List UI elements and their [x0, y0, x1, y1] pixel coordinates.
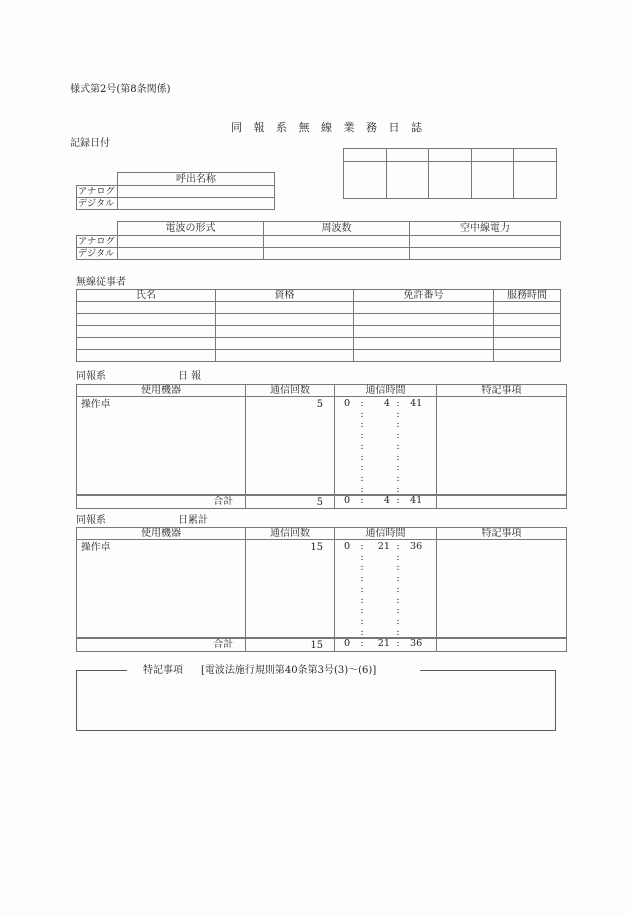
cumulative-total-time-line: 0 : 21 : 36	[343, 638, 423, 650]
format-digital-emission	[118, 248, 264, 260]
operator-empty-row	[77, 302, 561, 314]
daily-header-notes: 特記事項	[437, 385, 567, 397]
daily-header-time: 通信時間	[335, 385, 437, 397]
time-placeholder-line: : :	[360, 583, 400, 595]
format-digital-frequency	[264, 248, 410, 260]
daily-body-row	[77, 397, 567, 496]
cumulative-period-label: 日累計	[178, 515, 208, 526]
time-placeholder-line: : :	[360, 594, 400, 606]
cumulative-header-row	[77, 528, 567, 540]
daily-count: 5	[246, 397, 335, 496]
cumulative-time-line: 0 : 21 : 36	[343, 541, 423, 552]
cumulative-total-table	[76, 637, 567, 652]
cumulative-time-cell	[335, 540, 437, 639]
time-placeholder-line: : :	[360, 462, 400, 474]
daily-total-count: 5	[246, 495, 335, 509]
operators-table	[76, 289, 561, 362]
callsign-digital-value	[118, 198, 275, 210]
date-value-row	[344, 162, 557, 199]
cumulative-equipment: 操作卓	[77, 540, 246, 639]
format-header-frequency: 周波数	[264, 222, 410, 236]
time-placeholder-line: : :	[360, 472, 400, 484]
operators-header-qualification: 資格	[216, 290, 354, 302]
daily-notes	[437, 397, 567, 496]
format-header-power: 空中線電力	[410, 222, 561, 236]
record-date-table	[343, 148, 557, 199]
operators-header-hours: 服務時間	[494, 290, 561, 302]
time-placeholder-line: : :	[360, 419, 400, 431]
format-table	[76, 221, 561, 260]
cumulative-header-time: 通信時間	[335, 528, 437, 540]
operators-header-row	[77, 290, 561, 302]
callsign-table	[76, 172, 275, 210]
time-placeholder-line: : :	[360, 551, 400, 563]
cumulative-total-time-cell	[335, 638, 437, 652]
cumulative-report-table	[76, 527, 567, 639]
cumulative-total-count: 15	[246, 638, 335, 652]
date-header-row	[344, 149, 557, 162]
time-placeholder-line: : :	[360, 408, 400, 420]
time-placeholder-line: : :	[360, 440, 400, 452]
cumulative-total-label: 合計	[77, 638, 246, 652]
time-placeholder-line: : :	[360, 451, 400, 463]
time-placeholder-line: : :	[360, 430, 400, 442]
format-analog-emission	[118, 236, 264, 248]
special-notes-label: 特記事項	[143, 665, 183, 676]
daily-report-table	[76, 384, 567, 496]
daily-total-label: 合計	[77, 495, 246, 509]
daily-time-cell	[335, 397, 437, 496]
special-notes-reference: [電波法施行規則第40条第3号(3)～(6)]	[201, 665, 377, 676]
time-placeholder-line: : :	[360, 605, 400, 617]
cumulative-header-count: 通信回数	[246, 528, 335, 540]
special-notes-legend	[127, 664, 420, 677]
daily-header-row	[77, 385, 567, 397]
record-date-label: 記録日付	[70, 138, 110, 149]
time-placeholder-line: : :	[360, 615, 400, 627]
cumulative-total-row	[77, 638, 567, 652]
cumulative-header-equipment: 使用機器	[77, 528, 246, 540]
daily-total-time-line: 0 : 4 : 41	[343, 495, 423, 507]
daily-period-label: 日 報	[178, 371, 202, 382]
daily-equipment: 操作卓	[77, 397, 246, 496]
form-number: 様式第2号(第8条関係)	[70, 84, 171, 95]
operator-empty-row	[77, 326, 561, 338]
cumulative-count: 15	[246, 540, 335, 639]
format-analog-label: アナログ	[77, 236, 118, 248]
time-placeholder-line: : :	[360, 562, 400, 574]
operator-empty-row	[77, 338, 561, 350]
daily-system-label: 同報系	[76, 371, 106, 382]
format-digital-label: デジタル	[77, 248, 118, 260]
callsign-analog-label: アナログ	[77, 186, 118, 198]
time-placeholder-line: : :	[360, 483, 400, 495]
callsign-analog-value	[118, 186, 275, 198]
operators-header-license: 免許番号	[354, 290, 494, 302]
daily-total-notes	[437, 495, 567, 509]
time-placeholder-line: : :	[360, 573, 400, 585]
operator-empty-row	[77, 350, 561, 362]
cumulative-system-label: 同報系	[76, 515, 106, 526]
daily-total-row	[77, 495, 567, 509]
format-digital-power	[410, 248, 561, 260]
format-analog-frequency	[264, 236, 410, 248]
operators-header-name: 氏名	[77, 290, 216, 302]
cumulative-body-row	[77, 540, 567, 639]
special-notes-box	[76, 665, 556, 731]
daily-total-time-cell	[335, 495, 437, 509]
callsign-digital-label: デジタル	[77, 198, 118, 210]
format-analog-power	[410, 236, 561, 248]
callsign-header: 呼出名称	[118, 173, 275, 186]
format-header-emission: 電波の形式	[118, 222, 264, 236]
page-title: 同 報 系 無 線 業 務 日 誌	[231, 121, 426, 134]
operators-section-label: 無線従事者	[76, 277, 126, 288]
daily-time-line: 0 : 4 : 41	[343, 398, 423, 409]
daily-header-equipment: 使用機器	[77, 385, 246, 397]
cumulative-header-notes: 特記事項	[437, 528, 567, 540]
operator-empty-row	[77, 314, 561, 326]
daily-header-count: 通信回数	[246, 385, 335, 397]
time-placeholder-line: : :	[360, 626, 400, 638]
daily-total-table	[76, 494, 567, 509]
cumulative-notes	[437, 540, 567, 639]
cumulative-total-notes	[437, 638, 567, 652]
